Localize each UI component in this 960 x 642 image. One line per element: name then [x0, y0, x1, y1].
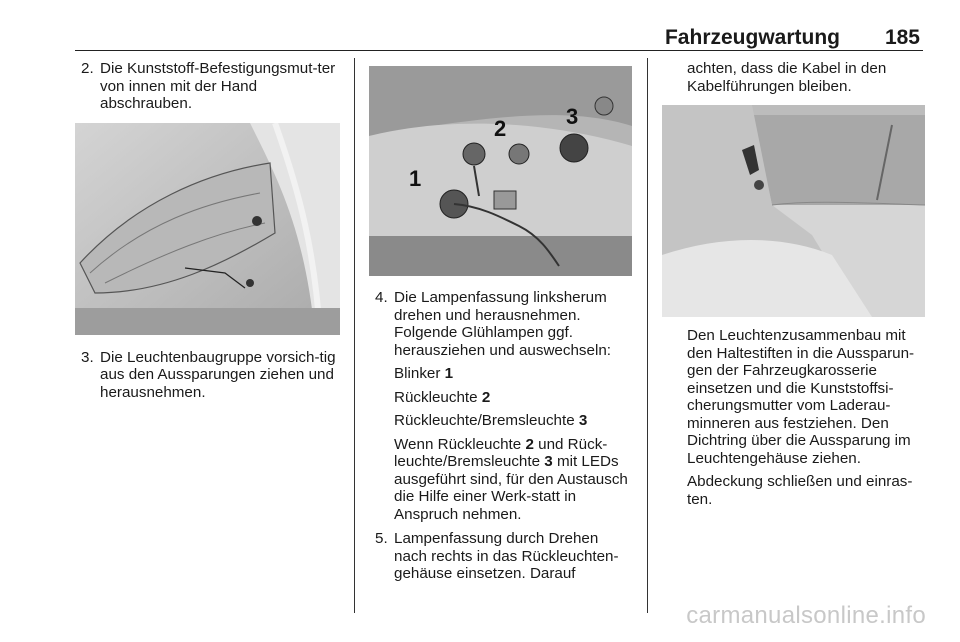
assembly-instructions: Den Leuchtenzusammenbau mit den Haltestiften in die Aussparun-gen der Fahrzeugkarosserie einsetzen und die Kunststoffsi-cherungsmutter vom Laderau-minneren aus festziehen. Den Dichtring über die Aussparung im Leuchtengehäuse ziehen. [687, 327, 915, 467]
bulb-blinker: Blinker 1 [394, 365, 454, 382]
callout-2: 2 [494, 116, 507, 141]
page-header [75, 22, 920, 52]
callout-3: 3 [566, 104, 579, 129]
header-rule [75, 50, 923, 51]
step-4: 4. Die Lampenfassung linksherum drehen und herausnehmen. Folgende Glühlampen ggf. herausziehen und auswechseln: [375, 289, 611, 359]
bulb-rueckleuchte: Rückleuchte 2 [394, 388, 491, 406]
step-5: 5. Lampenfassung durch Drehen nach rechts in das Rückleuchten-gehäuse einsetzen. Darauf [375, 530, 619, 582]
column-divider-2 [647, 58, 648, 613]
figure-lamp-sockets [369, 66, 632, 276]
continued-text: achten, dass die Kabel in den Kabelführungen bleiben. [687, 60, 887, 95]
column-1 [75, 60, 340, 401]
bulb-bremsleuchte: Rückleuchte/Bremsleuchte 3 [394, 412, 588, 429]
figure-trunk-interior [662, 105, 925, 317]
column-3 [662, 60, 927, 508]
figure-taillight-removal [75, 123, 340, 335]
page-number: 185 [884, 26, 920, 49]
step-2: 2. Die Kunststoff-Befestigungsmut-ter von innen mit der Hand abschrauben. [81, 60, 336, 112]
close-cover-instruction: Abdeckung schließen und einras-ten. [687, 473, 913, 508]
led-note: Wenn Rückleuchte 2 und Rück-leuchte/Bremsleuchte 3 mit LEDs ausgeführt sind, für den Austausch die Hilfe einer Werk-statt in Anspruch nehmen. [394, 435, 628, 523]
section-title: Fahrzeugwartung [664, 26, 840, 49]
column-2 [369, 60, 634, 583]
callout-1: 1 [409, 166, 422, 191]
watermark-text: carmanualsonline.info [686, 602, 926, 629]
column-divider-1 [354, 58, 355, 613]
step-3: 3. Die Leuchtenbaugruppe vorsich-tig aus den Aussparungen ziehen und herausnehmen. [81, 348, 336, 401]
